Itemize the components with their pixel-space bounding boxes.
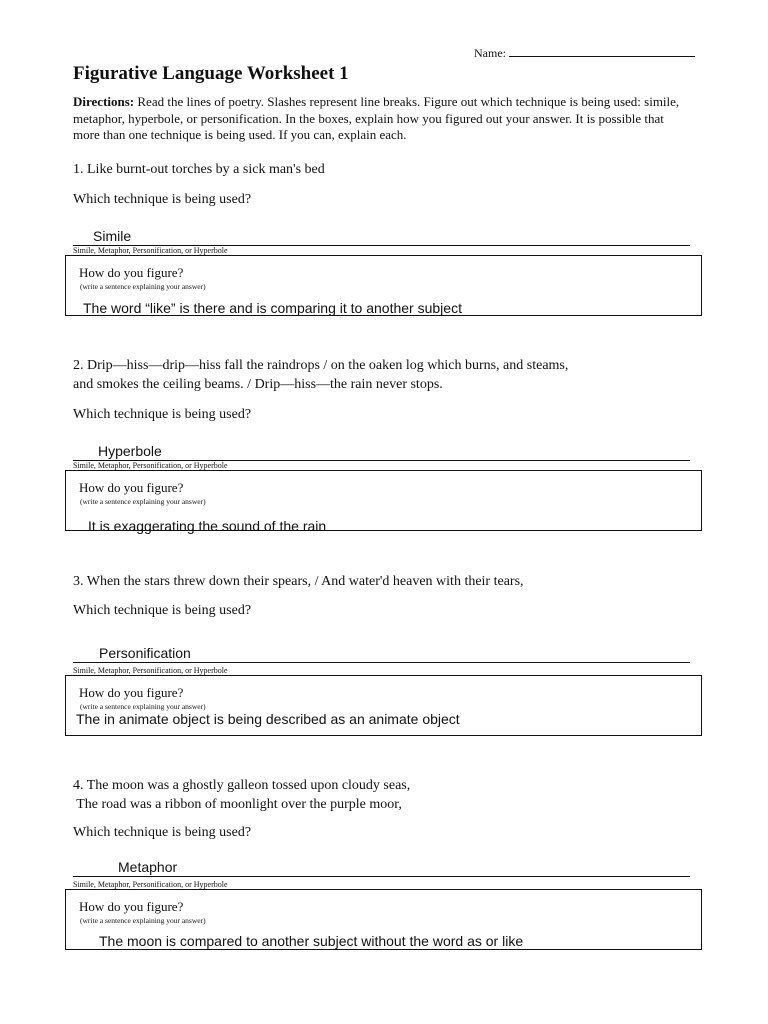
worksheet-title: Figurative Language Worksheet 1 [73, 63, 349, 84]
question-4-hint: Simile, Metaphor, Personification, or Hyperbole [73, 880, 228, 889]
question-2-prompt: Which technique is being used? [73, 407, 252, 422]
question-3-hint: Simile, Metaphor, Personification, or Hyperbole [73, 666, 228, 675]
question-1-text [73, 161, 673, 180]
question-2-text [73, 357, 673, 394]
question-1-prompt: Which technique is being used? [73, 192, 252, 207]
question-1-technique: Simile [93, 228, 132, 244]
directions-label: Directions: [73, 94, 135, 109]
question-line: 2. Drip—hiss—drip—hiss fall the raindrops / on the oaken log which burns, and steams, [73, 358, 569, 373]
question-1-explanation: The word “like” is there and is comparing it to another subject [83, 300, 462, 316]
box-title: How do you figure? [79, 265, 184, 280]
box-title: How do you figure? [79, 480, 184, 495]
question-3-explanation: The in animate object is being described as an animate object [76, 711, 460, 727]
question-3-text [73, 573, 673, 592]
question-3-prompt: Which technique is being used? [73, 603, 252, 618]
name-blank-line[interactable] [509, 45, 695, 57]
question-4-technique: Metaphor [118, 859, 178, 875]
question-2-answer-line[interactable] [73, 440, 690, 461]
question-2-technique: Hyperbole [98, 443, 162, 459]
question-line: 1. Like burnt-out torches by a sick man's bed [73, 162, 325, 177]
box-title: How do you figure? [79, 685, 184, 700]
box-subtitle: (write a sentence explaining your answer) [80, 702, 206, 711]
question-1-answer-line[interactable] [73, 225, 690, 246]
directions-text: Read the lines of poetry. Slashes represent line breaks. Figure out which technique is being used: simile, metaphor, hyperbole, or personification. In the boxes, explain how you figured out your answer. It is possible that more than one technique is being used. If you can, explain each. [73, 94, 680, 142]
question-4-answer-line[interactable] [73, 856, 690, 877]
question-1-hint: Simile, Metaphor, Personification, or Hyperbole [73, 246, 228, 255]
name-field [474, 45, 695, 61]
question-4-explanation-box[interactable] [65, 889, 702, 950]
question-line: 3. When the stars threw down their spears, / And water'd heaven with their tears, [73, 574, 524, 589]
question-1-explanation-box[interactable] [65, 255, 702, 316]
question-4-prompt: Which technique is being used? [73, 825, 252, 840]
directions [73, 94, 683, 144]
question-3-explanation-box[interactable] [65, 675, 702, 736]
box-subtitle: (write a sentence explaining your answer) [80, 916, 206, 925]
box-subtitle: (write a sentence explaining your answer) [80, 282, 206, 291]
question-line: and smokes the ceiling beams. / Drip—hiss—the rain never stops. [73, 376, 443, 392]
name-label: Name: [474, 46, 506, 60]
box-title: How do you figure? [79, 899, 184, 914]
box-subtitle: (write a sentence explaining your answer) [80, 497, 206, 506]
question-line: 4. The moon was a ghostly galleon tossed upon cloudy seas, [73, 778, 411, 793]
question-4-explanation: The moon is compared to another subject without the word as or like [99, 933, 524, 949]
question-3-technique: Personification [99, 645, 191, 661]
question-4-text [73, 777, 673, 814]
question-3-answer-line[interactable] [73, 642, 690, 663]
question-line: The road was a ribbon of moonlight over the purple moor, [73, 796, 402, 812]
question-2-explanation: It is exaggerating the sound of the rain [88, 518, 327, 534]
question-2-hint: Simile, Metaphor, Personification, or Hyperbole [73, 461, 228, 470]
question-2-explanation-box[interactable] [65, 470, 702, 534]
